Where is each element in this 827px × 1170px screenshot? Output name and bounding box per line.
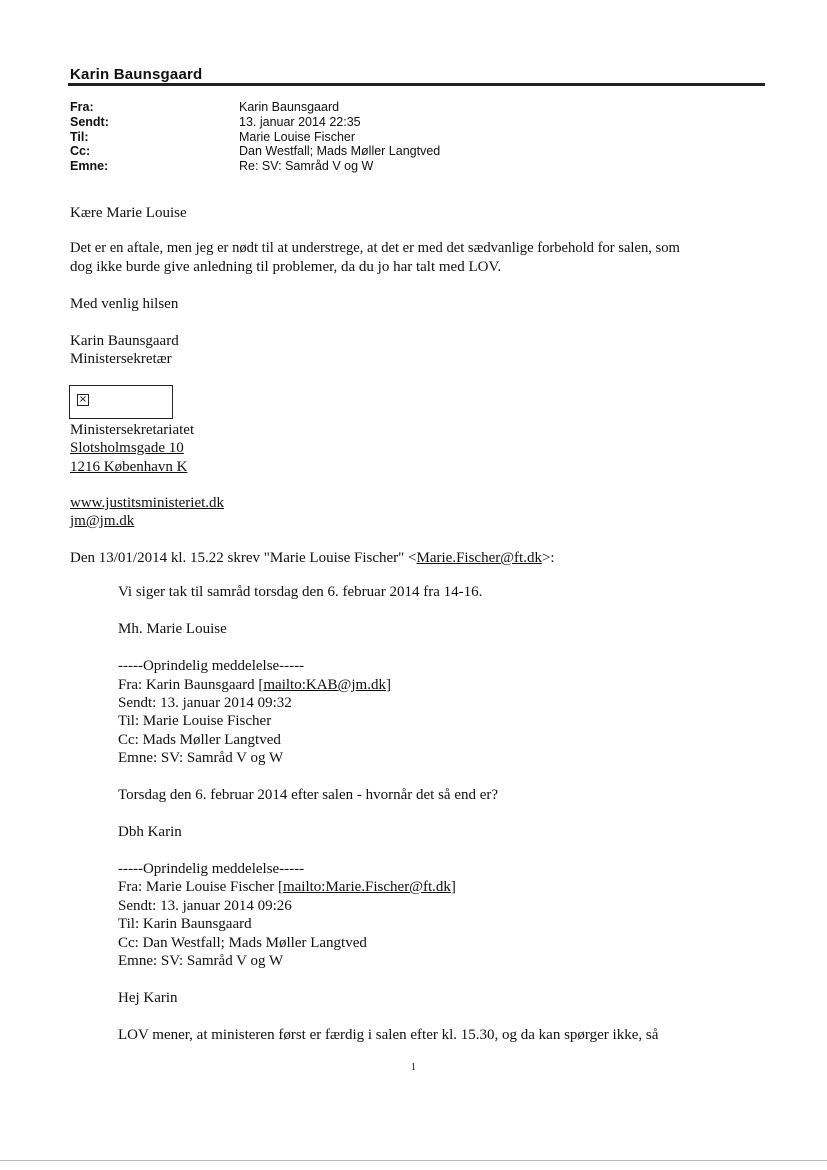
quote-intro-email-link[interactable]: Marie.Fischer@ft.dk xyxy=(416,550,542,566)
org-name: Ministersekretariatet xyxy=(70,422,195,438)
quoted-from-2-prefix: Fra: Marie Louise Fischer [ xyxy=(118,879,283,895)
quoted-cc-2: Cc: Dan Westfall; Mads Møller Langtved xyxy=(118,935,367,951)
quoted-signoff-1: Dbh Karin xyxy=(118,824,182,840)
quote-intro-line xyxy=(70,549,555,568)
header-value-to: Marie Louise Fischer xyxy=(239,130,356,144)
quoted-sent-2: Sendt: 13. januar 2014 09:26 xyxy=(118,898,292,914)
body-paragraph-line-1: Det er en aftale, men jeg er nødt til at understrege, at det er med det sædvanlige forbehold for salen, som xyxy=(70,240,680,256)
city-address-link[interactable]: 1216 København K xyxy=(70,459,188,475)
quoted-separator-1: -----Oprindelig meddelelse----- xyxy=(118,658,305,674)
header-label-cc: Cc: xyxy=(70,144,91,158)
header-label-subject: Emne: xyxy=(70,159,109,173)
page-bottom-edge xyxy=(0,1160,827,1161)
header-rule xyxy=(68,83,765,86)
header-value-subject: Re: SV: Samråd V og W xyxy=(239,159,374,173)
quoted-from-2-mailto-link[interactable]: mailto:Marie.Fischer@ft.dk xyxy=(282,879,451,895)
signature-image-placeholder xyxy=(69,385,173,419)
quoted-subject-1: Emne: SV: Samråd V og W xyxy=(118,750,284,766)
header-label-sent: Sendt: xyxy=(70,115,109,129)
page-number: 1 xyxy=(411,1062,416,1073)
quote-intro-prefix: Den 13/01/2014 kl. 15.22 skrev "Marie Louise Fischer" < xyxy=(70,550,417,566)
greeting: Kære Marie Louise xyxy=(70,205,187,221)
header-label-to: Til: xyxy=(70,130,89,144)
quoted-subject-2: Emne: SV: Samråd V og W xyxy=(118,953,284,969)
quoted-from-1-mailto-link[interactable]: mailto:KAB@jm.dk xyxy=(263,677,386,693)
quote-intro-suffix: >: xyxy=(541,550,555,566)
quoted-sent-1: Sendt: 13. januar 2014 09:32 xyxy=(118,695,292,711)
quoted-greeting-2: Hej Karin xyxy=(118,990,178,1006)
signature-title: Ministersekretær xyxy=(70,351,172,367)
quoted-to-2: Til: Karin Baunsgaard xyxy=(118,916,252,932)
quoted-cc-1: Cc: Mads Møller Langtved xyxy=(118,732,281,748)
broken-image-icon: × xyxy=(78,394,88,405)
quoted-from-1-prefix: Fra: Karin Baunsgaard [ xyxy=(118,677,264,693)
header-value-from: Karin Baunsgaard xyxy=(239,100,340,114)
quoted-from-1-suffix: ] xyxy=(385,677,391,693)
header-label-from: Fra: xyxy=(70,100,94,114)
quoted-text-1: Torsdag den 6. februar 2014 efter salen - hvornår det så end er? xyxy=(118,787,499,803)
quoted-from-2-suffix: ] xyxy=(450,879,456,895)
signature-name: Karin Baunsgaard xyxy=(70,333,179,349)
header-value-sent: 13. januar 2014 22:35 xyxy=(239,115,361,129)
website-link[interactable]: www.justitsministeriet.dk xyxy=(70,495,225,511)
quoted-separator-2: -----Oprindelig meddelelse----- xyxy=(118,861,305,877)
quoted-reply-signoff: Mh. Marie Louise xyxy=(118,621,227,637)
email-link[interactable]: jm@jm.dk xyxy=(70,513,135,529)
sender-name-heading: Karin Baunsgaard xyxy=(70,66,203,83)
street-address-link[interactable]: Slotsholmsgade 10 xyxy=(70,440,184,456)
quoted-to-1: Til: Marie Louise Fischer xyxy=(118,713,272,729)
closing: Med venlig hilsen xyxy=(70,296,179,312)
quoted-reply-text: Vi siger tak til samråd torsdag den 6. februar 2014 fra 14-16. xyxy=(118,584,483,600)
quoted-text-2: LOV mener, at ministeren først er færdig i salen efter kl. 15.30, og da kan spørger ikke, så xyxy=(118,1027,659,1043)
header-value-cc: Dan Westfall; Mads Møller Langtved xyxy=(239,144,441,158)
quoted-from-1 xyxy=(118,676,391,695)
quoted-from-2 xyxy=(118,878,456,897)
body-paragraph-line-2: dog ikke burde give anledning til problemer, da du jo har talt med LOV. xyxy=(70,259,502,275)
